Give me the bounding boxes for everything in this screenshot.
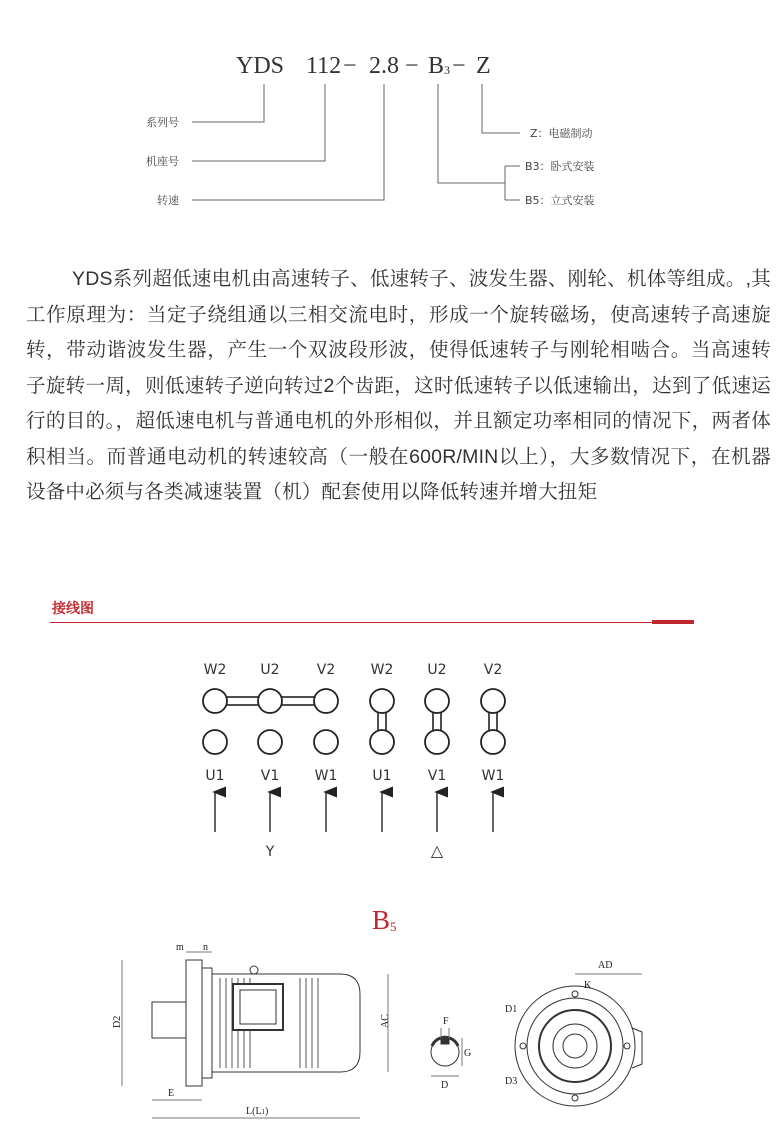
terminal	[370, 730, 394, 754]
code-sep-1: −	[343, 53, 357, 79]
dim-e-label: E	[168, 1088, 175, 1099]
dim-ac-label: AC	[380, 1014, 391, 1028]
label-series: 系列号	[146, 116, 179, 129]
motor-side-view	[122, 952, 388, 1118]
terminal-bottom-label: V1	[260, 768, 280, 784]
terminal	[370, 689, 394, 713]
code-mount: B	[428, 53, 445, 79]
code-brake: Z	[476, 53, 491, 79]
dim-l-close: )	[265, 1106, 269, 1117]
dim-m-label: m	[176, 942, 184, 953]
code-mount-sub: 3	[444, 63, 450, 77]
description-paragraph	[26, 262, 771, 511]
label-b5: B5：立式安装	[525, 194, 595, 207]
label-frame: 机座号	[146, 155, 179, 168]
delta-connection-symbol: △	[430, 841, 444, 860]
terminal-top-label: V2	[483, 662, 503, 678]
terminal-top-label: W2	[203, 662, 227, 678]
terminal-top-label: W2	[370, 662, 394, 678]
terminal	[258, 730, 282, 754]
code-frame: 112	[306, 53, 342, 79]
terminal	[425, 689, 449, 713]
terminal	[314, 730, 338, 754]
code-speed: 2.8	[369, 53, 399, 79]
dim-d2-label: D2	[112, 1015, 123, 1028]
terminal-top-label: U2	[427, 662, 447, 678]
dim-ad-label: AD	[598, 960, 613, 971]
dim-d1-label: D1	[505, 1004, 518, 1015]
terminal	[425, 730, 449, 754]
terminal-bottom-label: U1	[205, 768, 225, 784]
wiring-title-accent	[652, 620, 694, 624]
terminal	[481, 730, 505, 754]
dim-l-label	[246, 1106, 268, 1117]
dim-d3-label: D3	[505, 1076, 518, 1087]
dim-f-label: F	[443, 1016, 449, 1027]
label-brake: Z：电磁制动	[530, 127, 593, 140]
shaft-section	[431, 1028, 462, 1076]
code-leader-lines	[192, 84, 520, 200]
dim-d-label: D	[441, 1080, 449, 1091]
terminal	[203, 730, 227, 754]
terminal-top-label: U2	[260, 662, 280, 678]
code-series: YDS	[236, 53, 285, 79]
star-connection-symbol: Y	[265, 844, 275, 860]
terminal	[314, 689, 338, 713]
wiring-title: 接线图	[52, 600, 94, 616]
dim-g-label: G	[464, 1048, 472, 1059]
label-b3: B3：卧式安装	[525, 160, 595, 173]
b5-title	[372, 905, 397, 936]
model-code-diagram	[0, 0, 782, 230]
dim-k-label: K	[584, 980, 592, 991]
dim-n-label: n	[203, 942, 208, 953]
description-text: YDS系列超低速电机由高速转子、低速转子、波发生器、刚轮、机体等组成。,其工作原理为：当定子绕组通以三相交流电时，形成一个旋转磁场，使高速转子高速旋转，带动谐波发生器，产生一个双波段形波，使得低速转子与刚轮相啮合。当高速转子旋转一周，则低速转子逆向转过2个齿距，这时低速转子以低速输出，达到了低速运行的目的。，超低速电机与普通电机的外形相似，并且额定功率相同的情况下，两者体积相当。而普通电动机的转速较高（一般在600R/MIN以上），大多数情况下，在机器设备中必须与各类减速装置（机）配套使用以降低转速并增大扭矩	[26, 268, 771, 503]
b5-title-sub: 5	[390, 919, 397, 934]
terminal-bottom-label: W1	[481, 768, 505, 784]
b5-dimension-drawing	[0, 938, 782, 1148]
dim-l-text: L(L	[246, 1106, 262, 1117]
code-sep-3: −	[452, 53, 466, 79]
wiring-diagram	[0, 640, 782, 880]
motor-front-view	[515, 974, 642, 1106]
terminal-bottom-label: W1	[314, 768, 338, 784]
terminal-bottom-label: V1	[427, 768, 447, 784]
terminal	[203, 689, 227, 713]
supply-arrows	[215, 792, 493, 832]
b5-title-letter: B	[372, 905, 391, 935]
wiring-title-rule	[50, 622, 652, 623]
terminal-top-label: V2	[316, 662, 336, 678]
terminal-bottom-label: U1	[372, 768, 392, 784]
code-sep-2: −	[405, 53, 419, 79]
label-speed: 转速	[157, 194, 179, 207]
terminal	[258, 689, 282, 713]
dim-l-sub: 1	[261, 1108, 266, 1116]
terminal	[481, 689, 505, 713]
